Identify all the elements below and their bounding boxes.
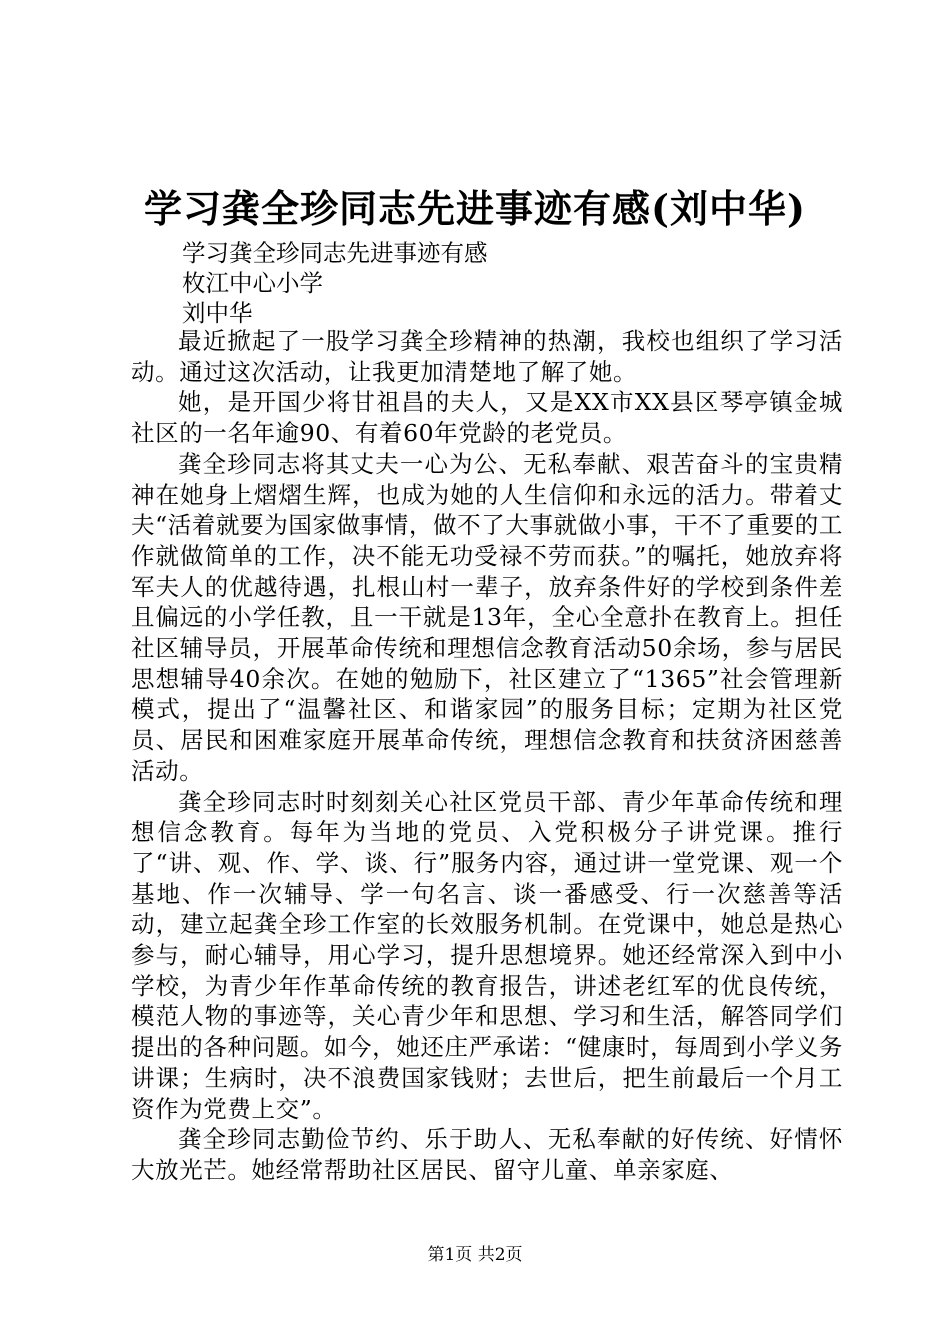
paragraph: 龚全珍同志时时刻刻关心社区党员干部、青少年革命传统和理想信念教育。每年为当地的党员、入党积极分子讲党课。推行了“讲、观、作、学、谈、行”服务内容，通过讲一堂党课、观一个基地、作一次辅导、学一句名言、谈一番感受、行一次慈善等活动，建立起龚全珍工作室的长效服务机制。在党课中，她总是热心参与，耐心辅导，用心学习，提升思想境界。她还经常深入到中小学校，为青少年作革命传统的教育报告，讲述老红军的优良传统，模范人物的事迹等，关心青少年和思想、学习和生活，解答同学们提出的各种问题。如今，她还庄严承诺：“健康时，每周到小学义务讲课；生病时，决不浪费国家钱财；去世后，把生前最后一个月工资作为党费上交”。 (131, 787, 843, 1123)
page-number: 第1页 共2页 (427, 1245, 523, 1265)
article-body (131, 326, 843, 1186)
paragraph: 她，是开国少将甘祖昌的夫人，又是XX市XX县区琴亭镇金城社区的一名年逾90、有着60年党龄的老党员。 (131, 388, 843, 448)
paragraph: 龚全珍同志勤俭节约、乐于助人、无私奉献的好传统、好情怀大放光芒。她经常帮助社区居民、留守儿童、单亲家庭、 (131, 1125, 843, 1184)
school-name: 枚江中心小学 (182, 269, 323, 297)
article-subtitle: 学习龚全珍同志先进事迹有感 (182, 239, 488, 267)
document-title: 学习龚全珍同志先进事迹有感(刘中华) (144, 186, 806, 231)
paragraph: 最近掀起了一股学习龚全珍精神的热潮，我校也组织了学习活动。通过这次活动，让我更加清楚地了解了她。 (131, 327, 843, 386)
author-name: 刘中华 (182, 299, 253, 327)
paragraph: 龚全珍同志将其丈夫一心为公、无私奉献、艰苦奋斗的宝贵精神在她身上熠熠生辉，也成为她的人生信仰和永远的活力。带着丈夫“活着就要为国家做事情，做不了大事就做小事，干不了重要的工作就做简单的工作，决不能无功受禄不劳而获。”的嘱托，她放弃将军夫人的优越待遇，扎根山村一辈子，放弃条件好的学校到条件差且偏远的小学任教，且一干就是13年，全心全意扑在教育上。担任社区辅导员，开展革命传统和理想信念教育活动50余场，参与居民思想辅导40余次。在她的勉励下，社区建立了“1365”社会管理新模式，提出了“温馨社区、和谐家园”的服务目标；定期为社区党员、居民和困难家庭开展革命传统，理想信念教育和扶贫济困慈善活动。 (131, 449, 843, 785)
